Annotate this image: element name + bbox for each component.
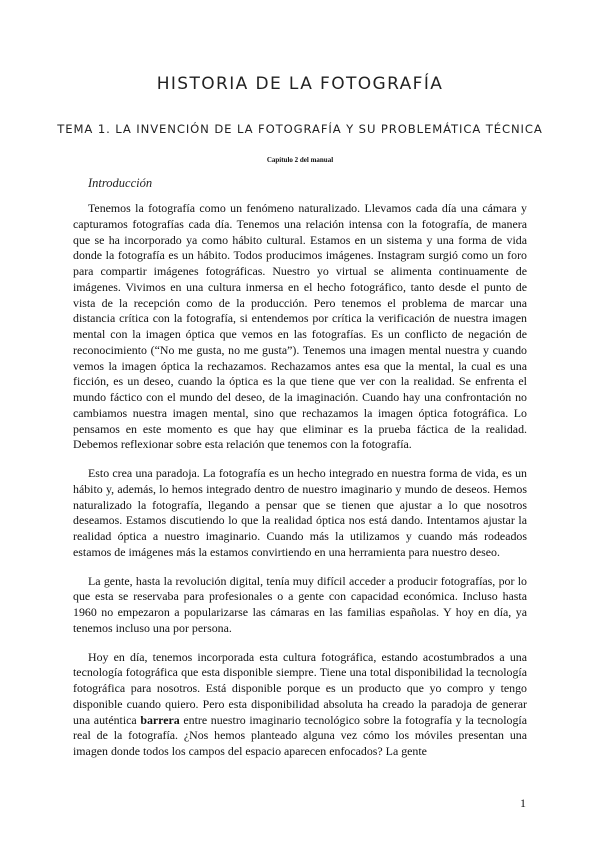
paragraph: Esto crea una paradoja. La fotografía es un hecho integrado en nuestra forma de vida, es un hábito y, además, lo hemos integrado dentro de nuestro imaginario y mundo de deseos. Hemos naturalizado la fotografía, llegando a pensar que se tienen que ajustar a lo que nosotros deseamos. Estamos discutiendo lo que la realidad óptica nos está dando. Intentamos ajustar la realidad óptica a nuestro imaginario. Cuando más la utilizamos y cuando más rodeados estamos de imágenes más la estamos convirtiendo en una herramienta para nuestro deseo. <box>73 466 527 559</box>
section-heading: Introducción <box>88 176 153 190</box>
document-title: HISTORIA DE LA FOTOGRAFÍA <box>156 74 444 94</box>
paragraph: Tenemos la fotografía como un fenómeno naturalizado. Llevamos cada día una cámara y capturamos fotografías cada día. Tenemos una relación intensa con la fotografía, de manera que se ha incorporado ya como hábito cultural. Estamos en un sistema y una forma de vida donde la fotografía es un hábito. Todos producimos imágenes. Instagram surgió como un foro para compartir imágenes fotográficas. Nuestro yo virtual se alimenta continuamente de imágenes. Vivimos en una cultura inmersa en el hecho fotográfico, tanto desde el punto de vista de la recepción como de la producción. Pero tenemos el problema de marcar una distancia crítica con la fotografía, si entendemos por crítica la verificación de nuestra imagen mental con la imagen óptica que vemos en las fotografías. Es un conflicto de negación de reconocimiento (“No me gusta, no me gusta”). Tenemos una imagen mental nuestra y cuando vemos la imagen óptica la rechazamos. Rechazamos antes esa que la mental, la cual es una ficción, es un deseo, cuando la óptica es la que tiene que ver con la realidad. Se enfrenta el mundo fáctico con el mundo del deseo, de la imaginación. Cuando hay una confrontación no cambiamos nuestra imagen mental, sino que rechazamos la imagen óptica fotográfica. Lo pensamos en este momento es que hay que eliminar es la prueba fáctica de la realidad. Debemos reflexionar sobre esta relación que tenemos con la fotografía. <box>73 201 527 452</box>
paragraph <box>73 650 527 760</box>
body-text <box>73 201 527 760</box>
document-subtitle: TEMA 1. LA INVENCIÓN DE LA FOTOGRAFÍA Y SU PROBLEMÁTICA TÉCNICA <box>57 122 543 136</box>
paragraph-text: entre nuestro imaginario tecnológico sobre la fotografía y la tecnología real de la fotografía. ¿Nos hemos planteado alguna vez cómo los móviles presentan una imagen donde todos los campos del espacio aparecen enfocados? La gente <box>73 712 527 758</box>
paragraph-text: Hoy en día, tenemos incorporada esta cultura fotográfica, estando acostumbrados a una tecnología fotográfica que esta disponible siempre. Tiene una total disponibilidad la tecnología fotográfica para nosotros. Está disponible porque es un producto que yo compro y tengo disponible cuando quiero. Pero esta disponibilidad absoluta ha creado la paradoja de generar una auténtica <box>73 649 527 727</box>
page-number: 1 <box>520 796 526 810</box>
paragraph: La gente, hasta la revolución digital, tenía muy difícil acceder a producir fotografías, por lo que esta se reservaba para profesionales o a gente con capacidad económica. Incluso hasta 1960 no empezaron a popularizarse las cámaras en las familias españolas. Y hoy en día, ya tenemos incluso una por persona. <box>73 573 527 635</box>
chapter-note: Capítulo 2 del manual <box>266 156 334 164</box>
bold-term: barrera <box>140 712 180 727</box>
